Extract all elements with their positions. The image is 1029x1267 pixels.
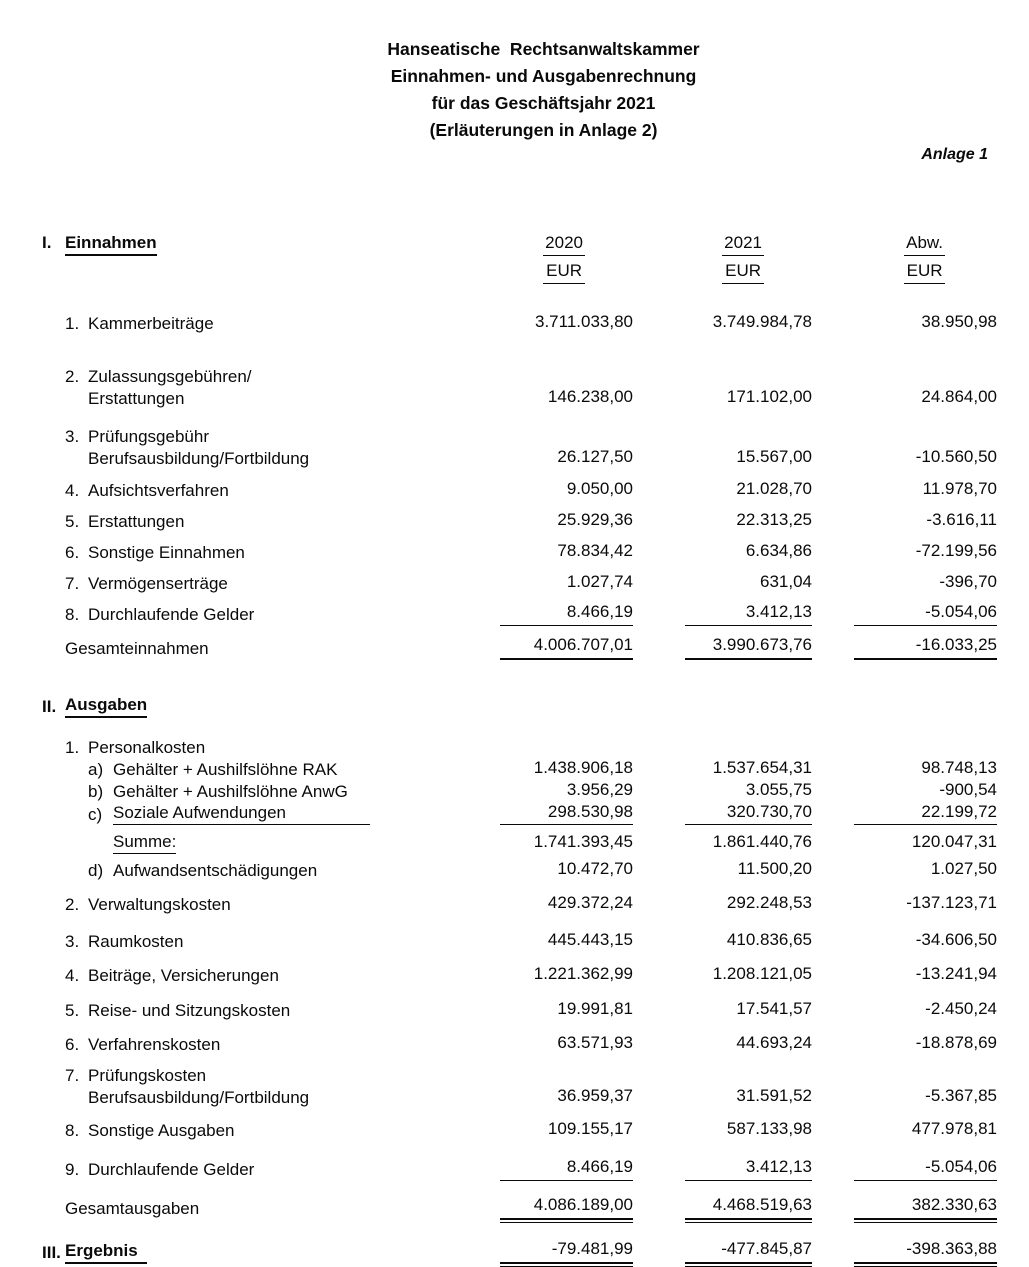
value-abw: 120.047,31 — [911, 832, 997, 851]
value-2020: 1.741.393,45 — [533, 832, 633, 851]
table-row-expense-2 — [42, 892, 997, 916]
row-label: Aufwandsentschädigungen — [113, 861, 318, 880]
table-row-expense-3 — [42, 929, 997, 953]
value-2021: 3.749.984,78 — [712, 312, 812, 331]
table-row-expense-5 — [42, 998, 997, 1022]
value-2020: 26.127,50 — [557, 447, 633, 466]
row-number: 7. — [65, 574, 80, 593]
row-number: 6. — [65, 543, 80, 562]
row-number: 5. — [65, 1001, 80, 1020]
row-number: 3. — [65, 427, 80, 446]
value-abw: -2.450,24 — [925, 999, 997, 1018]
sub-letter: d) — [88, 861, 104, 880]
value-2021: 44.693,24 — [736, 1033, 812, 1052]
value-2020: -79.481,99 — [500, 1238, 633, 1264]
row-number: 4. — [65, 481, 80, 500]
value-2020: 8.466,19 — [500, 601, 633, 626]
column-header-abw-unit: EUR — [904, 260, 945, 284]
value-abw: -10.560,50 — [915, 447, 997, 466]
value-2020: 445.443,15 — [547, 930, 633, 949]
value-abw: -398.363,88 — [854, 1238, 997, 1264]
value-2021: 3.990.673,76 — [685, 634, 812, 660]
table-row-income-5 — [42, 509, 997, 533]
value-2020: 3.711.033,80 — [535, 312, 633, 331]
row-number: 6. — [65, 1035, 80, 1054]
row-number: 1. — [65, 738, 80, 757]
row-label: Gehälter + Aushilfslöhne AnwG — [113, 782, 348, 801]
section-heading-ausgaben: Ausgaben — [65, 694, 147, 718]
total-label: Gesamtausgaben — [65, 1199, 200, 1218]
value-2020: 4.086.189,00 — [500, 1194, 633, 1220]
statement-table — [0, 232, 1029, 1264]
value-abw: 1.027,50 — [930, 859, 997, 878]
row-label-line2: Erstattungen — [88, 389, 185, 408]
value-2021: 171.102,00 — [726, 387, 812, 406]
value-2020: 429.372,24 — [547, 893, 633, 912]
column-header-abw — [904, 232, 945, 284]
section-expenses-header — [42, 694, 997, 718]
value-abw: -137.123,71 — [906, 893, 997, 912]
row-number: 9. — [65, 1160, 80, 1179]
value-2020: 3.956,29 — [566, 780, 633, 799]
value-abw: 38.950,98 — [921, 312, 997, 331]
document-title — [58, 0, 1029, 144]
row-number: 2. — [65, 895, 80, 914]
value-abw: -396,70 — [939, 572, 997, 591]
row-number: 8. — [65, 1121, 80, 1140]
sub-letter: b) — [88, 782, 104, 801]
table-row-personnel-a — [42, 758, 997, 780]
value-abw: 11.978,70 — [922, 479, 997, 498]
value-2021: -477.845,87 — [685, 1238, 812, 1264]
value-2021: 31.591,52 — [736, 1086, 812, 1105]
row-label: Prüfungskosten — [88, 1066, 207, 1085]
row-label: Aufsichtsverfahren — [88, 481, 229, 500]
value-2021: 3.055,75 — [745, 780, 812, 799]
row-number: 2. — [65, 367, 80, 386]
annotation-anlage: Anlage 1 — [921, 146, 988, 163]
row-label: Sonstige Einnahmen — [88, 543, 245, 562]
total-label: Gesamteinnahmen — [65, 639, 209, 658]
row-number: 4. — [65, 966, 80, 985]
section-heading-ergebnis: Ergebnis — [65, 1240, 147, 1264]
row-label: Verfahrenskosten — [88, 1035, 221, 1054]
value-2021: 1.537.654,31 — [712, 758, 812, 777]
value-2020: 1.027,74 — [566, 572, 633, 591]
title-line-4: (Erläuterungen in Anlage 2) — [429, 120, 658, 140]
value-2020: 25.929,36 — [557, 510, 633, 529]
table-row-personnel-b — [42, 780, 997, 802]
value-2020: 9.050,00 — [566, 479, 633, 498]
value-2021: 1.208.121,05 — [712, 964, 812, 983]
column-header-2021-year: 2021 — [722, 232, 764, 256]
row-number: 7. — [65, 1066, 80, 1085]
value-2021: 6.634,86 — [745, 541, 812, 560]
value-abw: 382.330,63 — [854, 1194, 997, 1220]
table-row-expense-8 — [42, 1118, 997, 1142]
row-number: 8. — [65, 605, 80, 624]
row-label: Beiträge, Versicherungen — [88, 966, 279, 985]
table-row-personalkosten — [42, 738, 997, 758]
row-label: Verwaltungskosten — [88, 895, 231, 914]
row-number: 3. — [65, 932, 80, 951]
table-row-result — [42, 1238, 997, 1264]
value-abw: 24.864,00 — [921, 387, 997, 406]
value-2021: 17.541,57 — [736, 999, 812, 1018]
value-2020: 8.466,19 — [500, 1156, 633, 1181]
value-abw: -5.054,06 — [854, 601, 997, 626]
value-2021: 410.836,65 — [726, 930, 812, 949]
table-row-income-8 — [42, 601, 997, 626]
table-row-income-2 — [42, 366, 997, 410]
table-row-income-4 — [42, 478, 997, 502]
row-label: Kammerbeiträge — [88, 314, 214, 333]
value-abw: -5.054,06 — [854, 1156, 997, 1181]
value-2020: 1.438.906,18 — [533, 758, 633, 777]
value-abw: -13.241,94 — [915, 964, 997, 983]
row-label: Reise- und Sitzungskosten — [88, 1001, 291, 1020]
value-2021: 21.028,70 — [736, 479, 812, 498]
value-2021: 3.412,13 — [685, 1156, 812, 1181]
row-label-line2: Berufsausbildung/Fortbildung — [88, 1088, 310, 1107]
value-2020: 1.221.362,99 — [533, 964, 633, 983]
title-line-2: Einnahmen- und Ausgabenrechnung — [390, 66, 697, 86]
value-abw: -18.878,69 — [915, 1033, 997, 1052]
title-line-1: Hanseatische Rechtsanwaltskammer — [387, 39, 700, 59]
section-heading-einnahmen: Einnahmen — [65, 232, 157, 256]
column-header-2021 — [722, 232, 764, 284]
value-2020: 63.571,93 — [557, 1033, 633, 1052]
value-2021: 15.567,00 — [736, 447, 812, 466]
value-abw: 22.199,72 — [854, 802, 997, 825]
table-row-personnel-c — [42, 802, 997, 825]
table-row-income-6 — [42, 540, 997, 564]
value-abw: -72.199,56 — [915, 541, 997, 560]
table-row-income-3 — [42, 426, 997, 470]
value-2020: 78.834,42 — [557, 541, 633, 560]
value-2021: 320.730,70 — [685, 802, 812, 825]
value-2021: 22.313,25 — [736, 510, 812, 529]
value-abw: 98.748,13 — [921, 758, 997, 777]
section-income-header — [42, 232, 997, 284]
section-numeral: I. — [42, 233, 52, 252]
column-header-2020 — [543, 232, 585, 284]
summe-label: Summe: — [113, 832, 176, 854]
value-2020: 10.472,70 — [557, 859, 633, 878]
table-row-personnel-summe — [42, 832, 997, 854]
value-2020: 298.530,98 — [500, 802, 633, 825]
row-label-line2: Berufsausbildung/Fortbildung — [88, 449, 310, 468]
row-label: Prüfungsgebühr — [88, 427, 209, 446]
sub-letter: a) — [88, 760, 104, 779]
table-row-expense-4 — [42, 963, 997, 987]
value-2021: 3.412,13 — [685, 601, 812, 626]
value-2021: 631,04 — [760, 572, 812, 591]
value-2020: 109.155,17 — [547, 1119, 633, 1138]
row-label: Raumkosten — [88, 932, 184, 951]
table-row-expense-6 — [42, 1032, 997, 1056]
value-2020: 146.238,00 — [547, 387, 633, 406]
value-2021: 11.500,20 — [737, 859, 812, 878]
table-row-income-1 — [42, 311, 997, 335]
value-abw: -5.367,85 — [925, 1086, 997, 1105]
column-header-2020-year: 2020 — [543, 232, 585, 256]
table-row-personnel-d — [42, 859, 997, 881]
row-label: Erstattungen — [88, 512, 185, 531]
title-line-3: für das Geschäftsjahr 2021 — [431, 93, 656, 113]
table-row-total-income — [42, 634, 997, 660]
row-label: Sonstige Ausgaben — [88, 1121, 235, 1140]
value-2021: 1.861.440,76 — [712, 832, 812, 851]
table-row-expense-9 — [42, 1156, 997, 1181]
row-number: 1. — [65, 314, 80, 333]
column-header-2021-unit: EUR — [722, 260, 764, 284]
row-number: 5. — [65, 512, 80, 531]
value-abw: -34.606,50 — [915, 930, 997, 949]
value-2021: 4.468.519,63 — [685, 1194, 812, 1220]
row-label: Personalkosten — [88, 738, 206, 757]
value-2020: 19.991,81 — [557, 999, 633, 1018]
value-abw: -900,54 — [939, 780, 997, 799]
row-label: Soziale Aufwendungen — [113, 803, 370, 825]
value-2021: 292.248,53 — [726, 893, 812, 912]
table-row-income-7 — [42, 571, 997, 595]
row-label: Gehälter + Aushilfslöhne RAK — [113, 760, 338, 779]
value-abw: 477.978,81 — [911, 1119, 997, 1138]
value-abw: -3.616,11 — [926, 510, 997, 529]
row-label: Durchlaufende Gelder — [88, 1160, 255, 1179]
value-2021: 587.133,98 — [726, 1119, 812, 1138]
column-header-abw-label: Abw. — [904, 232, 945, 256]
column-header-2020-unit: EUR — [543, 260, 585, 284]
value-2020: 4.006.707,01 — [500, 634, 633, 660]
section-numeral: III. — [42, 1243, 61, 1262]
sub-letter: c) — [88, 805, 103, 824]
value-2020: 36.959,37 — [557, 1086, 633, 1105]
row-label: Durchlaufende Gelder — [88, 605, 255, 624]
row-label: Zulassungsgebühren/ — [88, 367, 252, 386]
table-row-expense-7 — [42, 1065, 997, 1109]
row-label: Vermögenserträge — [88, 574, 228, 593]
section-numeral: II. — [42, 697, 57, 716]
table-row-total-expenses — [42, 1194, 997, 1220]
value-abw: -16.033,25 — [854, 634, 997, 660]
